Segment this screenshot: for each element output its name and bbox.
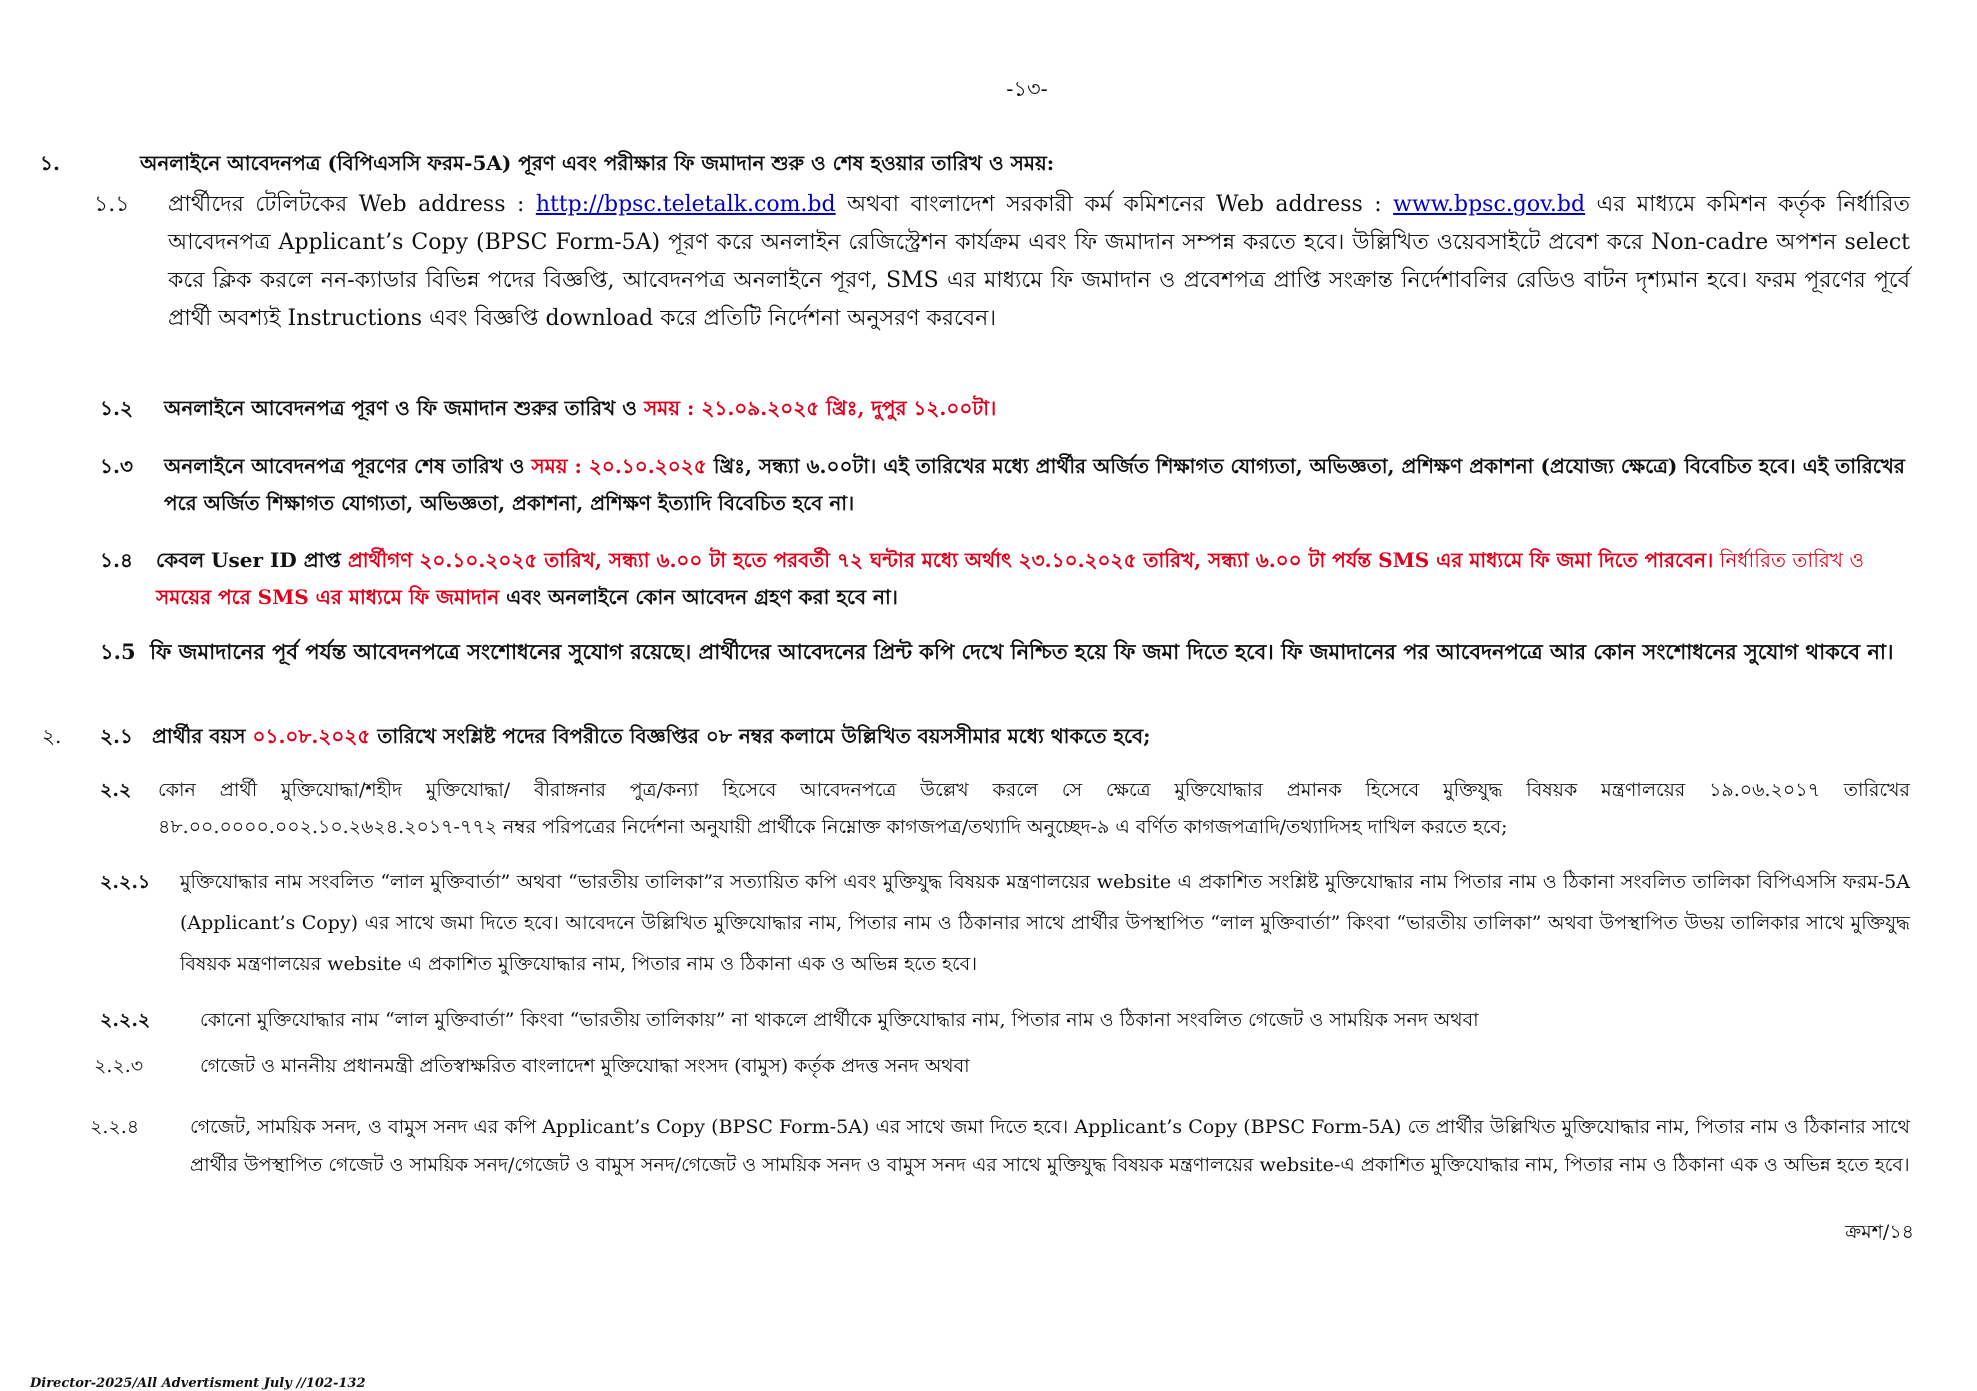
paragraph-1-1-number: ১.১ <box>94 192 130 217</box>
p12-text-1: অনলাইনে আবেদনপত্র পূরণ ও ফি জমাদান শুরুর তারিখ ও <box>164 396 644 420</box>
p14-red-3: সময়ের পরে SMS এর মাধ্যমে ফি জমাদান <box>156 585 500 609</box>
paragraph-2-2-2-number: ২.২.২ <box>100 1009 151 1031</box>
paragraph-2-2-4 <box>90 1108 1910 1184</box>
paragraph-2-1 <box>42 718 1910 755</box>
p13-text-2: খ্রিঃ, সন্ধ্যা ৬.০০টা। এই তারিখের মধ্যে প্রার্থীর অর্জিত শিক্ষাগত যোগ্যতা, অভিজ্ঞতা, প্রশিক্ষণ প্রকাশনা (প্রযোজ্য ক্ষেত্রে) বিবেচিত হবে। এই তারিখের পরে অর্জিত শিক্ষাগত যোগ্যতা, অভিজ্ঞতা, প্রকাশনা, প্রশিক্ষণ ইত্যাদি বিবেচিত হবে না। <box>164 454 1905 515</box>
continued-label: ক্রমশ/১৪ <box>1845 1221 1914 1243</box>
p14-text-1: কেবল User ID প্রাপ্ত <box>156 548 348 572</box>
paragraph-2-2-3-text: গেজেট ও মাননীয় প্রধানমন্ত্রী প্রতিস্বাক্ষরিত বাংলাদেশ মুক্তিযোদ্ধা সংসদ (বামুস) কর্তৃক প্রদত্ত সনদ অথবা <box>200 1055 970 1077</box>
paragraph-1-1-text <box>168 186 1910 338</box>
p14-red-2: নির্ধারিত তারিখ ও <box>1713 548 1865 572</box>
paragraph-1-4-number: ১.৪ <box>100 548 133 572</box>
p13-date: সময় : ২০.১০.২০২৫ <box>531 454 707 478</box>
paragraph-2-2-1-number: ২.২.১ <box>100 871 151 893</box>
paragraph-2-2-4-number: ২.২.৪ <box>90 1116 140 1138</box>
section-1-title: অনলাইনে আবেদনপত্র (বিপিএসসি ফরম-5A) পূরণ এবং পরীক্ষার ফি জমাদান শুরু ও শেষ হওয়ার তারিখ ও সময়: <box>140 151 1055 175</box>
paragraph-2-2-1-text: মুক্তিযোদ্ধার নাম সংবলিত “লাল মুক্তিবার্তা” অথবা “ভারতীয় তালিকা”র সত্যায়িত কপি এবং মুক্তিযুদ্ধ বিষয়ক মন্ত্রণালয়ের website এ প্রকাশিত সংশ্লিষ্ট মুক্তিযোদ্ধার নাম পিতার নাম ও ঠিকানা সংবলিত তালিকা বিপিএসসি ফরম-5A (Applicant’s Copy) এর সাথে জমা দিতে হবে। আবেদনে উল্লিখিত মুক্তিযোদ্ধার নাম, পিতার নাম ও ঠিকানার সাথে প্রার্থীর উপস্থাপিত “লাল মুক্তিবার্তা” কিংবা “ভারতীয় তালিকা” অথবা উপস্থাপিত উভয় তালিকার সাথে মুক্তিযুদ্ধ বিষয়ক মন্ত্রণালয়ের website এ প্রকাশিত মুক্তিযোদ্ধার নাম, পিতার নাম ও ঠিকানা এক ও অভিন্ন হতে হবে। <box>180 871 1910 975</box>
p11-text-2: অথবা বাংলাদেশ সরকারী কর্ম কমিশনের Web address : <box>835 192 1394 217</box>
paragraph-1-2-text <box>164 390 1910 427</box>
paragraph-1-5 <box>100 633 1910 671</box>
paragraph-2-2 <box>100 772 1910 846</box>
paragraph-2-2-1 <box>100 862 1910 985</box>
paragraph-1-3 <box>100 448 1910 522</box>
paragraph-2-2-3 <box>94 1048 1910 1085</box>
section-2-number: ২. <box>42 724 62 748</box>
paragraph-1-2-number: ১.২ <box>100 396 133 420</box>
section-1-number: ১. <box>40 151 60 175</box>
paragraph-2-2-2 <box>100 1002 1910 1039</box>
p14-text-2: এবং অনলাইনে কোন আবেদন গ্রহণ করা হবে না। <box>499 585 898 609</box>
p21-text-2: তারিখে সংশ্লিষ্ট পদের বিপরীতে বিজ্ঞপ্তির ০৮ নম্বর কলামে উল্লিখিত বয়সসীমার মধ্যে থাকতে হবে; <box>370 724 1151 748</box>
footer-reference: Director-2025/All Advertisment July //102-132 <box>30 1376 366 1391</box>
paragraph-1-4 <box>100 542 1910 616</box>
paragraph-2-1-text <box>152 718 1910 755</box>
paragraph-1-1 <box>94 186 1910 338</box>
paragraph-1-4-text <box>156 542 1910 616</box>
bpsc-link[interactable]: www.bpsc.gov.bd <box>1393 192 1586 217</box>
p21-date: ০১.০৮.২০২৫ <box>252 724 371 748</box>
p11-text-1: প্রার্থীদের টেলিটকের Web address : <box>168 192 536 217</box>
paragraph-1-3-number: ১.৩ <box>100 454 133 478</box>
paragraph-2-2-3-number: ২.২.৩ <box>94 1055 144 1077</box>
paragraph-2-1-number: ২.১ <box>100 724 133 748</box>
paragraph-2-2-4-text: গেজেট, সাময়িক সনদ, ও বামুস সনদ এর কপি Applicant’s Copy (BPSC Form-5A) এর সাথে জমা দিতে হবে। Applicant’s Copy (BPSC Form-5A) তে প্রার্থীর উল্লিখিত মুক্তিযোদ্ধার নাম, পিতার নাম ও ঠিকানার সাথে প্রার্থীর উপস্থাপিত গেজেট ও সাময়িক সনদ/গেজেট ও বামুস সনদ/গেজেট ও সাময়িক সনদ ও বামুস সনদ এর সাথে মুক্তিযুদ্ধ বিষয়ক মন্ত্রণালয়ের website-এ প্রকাশিত মুক্তিযোদ্ধার নাম, পিতার নাম ও ঠিকানা এক ও অভিন্ন হতে হবে। <box>190 1116 1910 1176</box>
p11-text-3: এর মাধ্যমে কমিশন কর্তৃক নির্ধারিত আবেদনপত্র Applicant’s Copy (BPSC Form-5A) পূরণ করে অনলাইন রেজিস্ট্রেশন কার্যক্রম এবং ফি জমাদান সম্পন্ন করতে হবে। উল্লিখিত ওয়েবসাইটে প্রবেশ করে Non-cadre অপশন select করে ক্লিক করলে নন-ক্যাডার বিভিন্ন পদের বিজ্ঞপ্তি, আবেদনপত্র অনলাইনে পূরণ, SMS এর মাধ্যমে ফি জমাদান ও প্রবেশপত্র প্রাপ্তি সংক্রান্ত নির্দেশাবলির রেডিও বাটন দৃশ্যমান হবে। ফরম পূরণের পূর্বে প্রার্থী অবশ্যই Instructions এবং বিজ্ঞপ্তি download করে প্রতিটি নির্দেশনা অনুসরণ করবেন। <box>168 192 1910 331</box>
paragraph-1-5-text: ফি জমাদানের পূর্ব পর্যন্ত আবেদনপত্রে সংশোধনের সুযোগ রয়েছে। প্রার্থীদের আবেদনের প্রিন্ট কপি দেখে নিশ্চিত হয়ে ফি জমা দিতে হবে। ফি জমাদানের পর আবেদনপত্রে আর কোন সংশোধনের সুযোগ থাকবে না। <box>150 639 1894 664</box>
paragraph-2-2-2-text: কোনো মুক্তিযোদ্ধার নাম “লাল মুক্তিবার্তা” কিংবা “ভারতীয় তালিকায়” না থাকলে প্রার্থীকে মুক্তিযোদ্ধার নাম, পিতার নাম ও ঠিকানা সংবলিত গেজেট ও সাময়িক সনদ অথবা <box>200 1009 1479 1031</box>
p13-text-1: অনলাইনে আবেদনপত্র পূরণের শেষ তারিখ ও <box>164 454 532 478</box>
teletalk-link[interactable]: http://bpsc.teletalk.com.bd <box>535 192 836 217</box>
p12-date: সময় : ২১.০৯.২০২৫ খ্রিঃ, দুপুর ১২.০০টা। <box>643 396 997 420</box>
paragraph-1-2 <box>100 390 1910 427</box>
paragraph-1-5-number: ১.5 <box>100 639 136 664</box>
p14-red-1: প্রার্থীগণ ২০.১০.২০২৫ তারিখ, সন্ধ্যা ৬.০০ টা হতে পরবর্তী ৭২ ঘন্টার মধ্যে অর্থাৎ ২৩.১০.২০২৫ তারিখ, সন্ধ্যা ৬.০০ টা পর্যন্ত SMS এর মাধ্যমে ফি জমা দিতে পারবেন। <box>347 548 1714 572</box>
paragraph-2-2-number: ২.২ <box>100 779 132 801</box>
paragraph-2-2-text: কোন প্রার্থী মুক্তিযোদ্ধা/শহীদ মুক্তিযোদ্ধা/ বীরাঙ্গনার পুত্র/কন্যা হিসেবে আবেদনপত্রে উল্লেখ করলে সে ক্ষেত্রে মুক্তিযোদ্ধার প্রমানক হিসেবে মুক্তিযুদ্ধ বিষয়ক মন্ত্রণালয়ের ১৯.০৬.২০১৭ তারিখের ৪৮.০০.০০০০.০০২.১০.২৬২৪.২০১৭-৭৭২ নম্বর পরিপত্রের নির্দেশনা অনুযায়ী প্রার্থীকে নিম্নোক্ত কাগজপত্র/তথ্যাদি অনুচ্ছেদ-৯ এ বর্ণিত কাগজপত্রাদি/তথ্যাদিসহ দাখিল করতে হবে; <box>158 779 1910 838</box>
section-1-heading <box>40 148 1920 178</box>
page-number: -১৩- <box>1006 77 1048 101</box>
paragraph-1-3-text <box>164 448 1910 522</box>
p21-text-1: প্রার্থীর বয়স <box>152 724 253 748</box>
